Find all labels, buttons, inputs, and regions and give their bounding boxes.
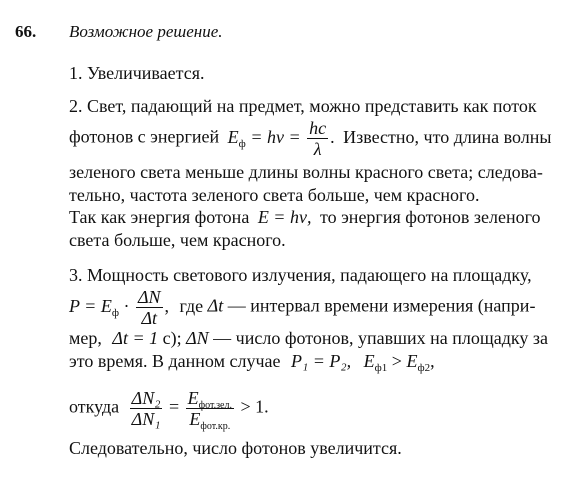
formula-dt-eq-1: Δt = 1 (112, 328, 159, 348)
item-3-line-3 (69, 327, 548, 349)
fraction-dN-dt (136, 288, 163, 327)
symbol-dt: Δt (207, 295, 224, 316)
item-2-line-2 (69, 119, 551, 158)
fraction-dN2-dN1 (130, 389, 163, 428)
dot-operator: · (123, 295, 130, 316)
symbol-E-red: E (189, 409, 201, 429)
item-3-line-2 (69, 288, 535, 327)
text-photon-count: — число фотонов, упавших на площадку за (213, 328, 548, 348)
text-photons-with-energy: фотонов с энергией (69, 126, 220, 147)
fraction-energy-ratio (186, 388, 234, 432)
formula-photon-energy (227, 118, 339, 159)
item-1: 1. Увеличивается. (69, 63, 205, 83)
denominator-lambda: λ (313, 139, 322, 159)
subscript-fot-zel: фот.зел. (198, 400, 232, 411)
text-photon-energy-green: то энергия фотонов зеленого (319, 207, 541, 227)
symbol-E-f1: E (363, 351, 375, 371)
text-in-this-case: это время. В данном случае (69, 351, 281, 371)
symbol-E-f2: E (406, 351, 418, 371)
formula-P1-eq-P2: P₁ = P₂, (290, 351, 352, 371)
text-known-wavelength: Известно, что длина волны (343, 126, 552, 147)
text-time-interval: — интервал времени измерения (напри- (227, 295, 536, 316)
text-where: где (179, 295, 204, 316)
text-since-photon-energy: Так как энергия фотона (69, 207, 250, 227)
item-3-line-5 (69, 388, 269, 432)
subscript-f: ф (111, 306, 119, 319)
item-3-line-4 (69, 350, 435, 372)
symbol-P-eq-E: P = E (69, 295, 112, 316)
fraction-hc-lambda (307, 119, 328, 158)
problem-number: 66. (15, 22, 37, 41)
text-seconds: с); (162, 328, 182, 348)
greater-than-one: > 1. (240, 396, 269, 417)
numerator-hc: hc (309, 118, 327, 138)
item-2-line-6: света больше, чем красного. (69, 230, 286, 250)
symbol-dN: ΔN (186, 328, 209, 348)
denominator-E-red (186, 409, 234, 432)
numerator-dN: ΔN (137, 287, 161, 307)
item-2-line-1: 2. Свет, падающий на предмет, можно представить как поток (69, 96, 537, 116)
numerator-dN2: ΔN₂ (131, 388, 161, 408)
subscript-f2: ф2 (417, 362, 431, 374)
equals-sign: = (168, 396, 180, 417)
item-2-line-5 (69, 206, 541, 228)
formula-comma-2: , (430, 351, 435, 371)
text-whence: откуда (69, 396, 120, 417)
item-2-line-4: тельно, частота зеленого света больше, чем красного. (69, 185, 480, 205)
symbol-hv: = hν = (250, 126, 301, 147)
item-2-line-3: зеленого света меньше длины волны красного света; следова- (69, 162, 543, 182)
denominator-dN1: ΔN₁ (131, 409, 161, 429)
item-3-line-1: 3. Мощность светового излучения, падающего на площадку, (69, 265, 532, 285)
subscript-f1: ф1 (374, 362, 388, 374)
numerator-E-green (186, 389, 234, 409)
greater-than: > (391, 351, 402, 371)
solution-heading: Возможное решение. (69, 22, 223, 41)
formula-period: . (330, 126, 335, 147)
subscript-f: ф (238, 137, 246, 150)
symbol-E-green: E (187, 388, 199, 408)
subscript-fot-kr: фот.кр. (200, 421, 231, 432)
formula-E-hv: E = hν, (257, 207, 312, 227)
formula-comma: , (164, 295, 170, 316)
conclusion: Следовательно, число фотонов увеличится. (69, 438, 402, 458)
symbol-E: E (227, 126, 239, 147)
denominator-dt: Δt (141, 308, 158, 328)
text-for-example: мер, (69, 328, 102, 348)
formula-energy-compare (363, 351, 435, 374)
